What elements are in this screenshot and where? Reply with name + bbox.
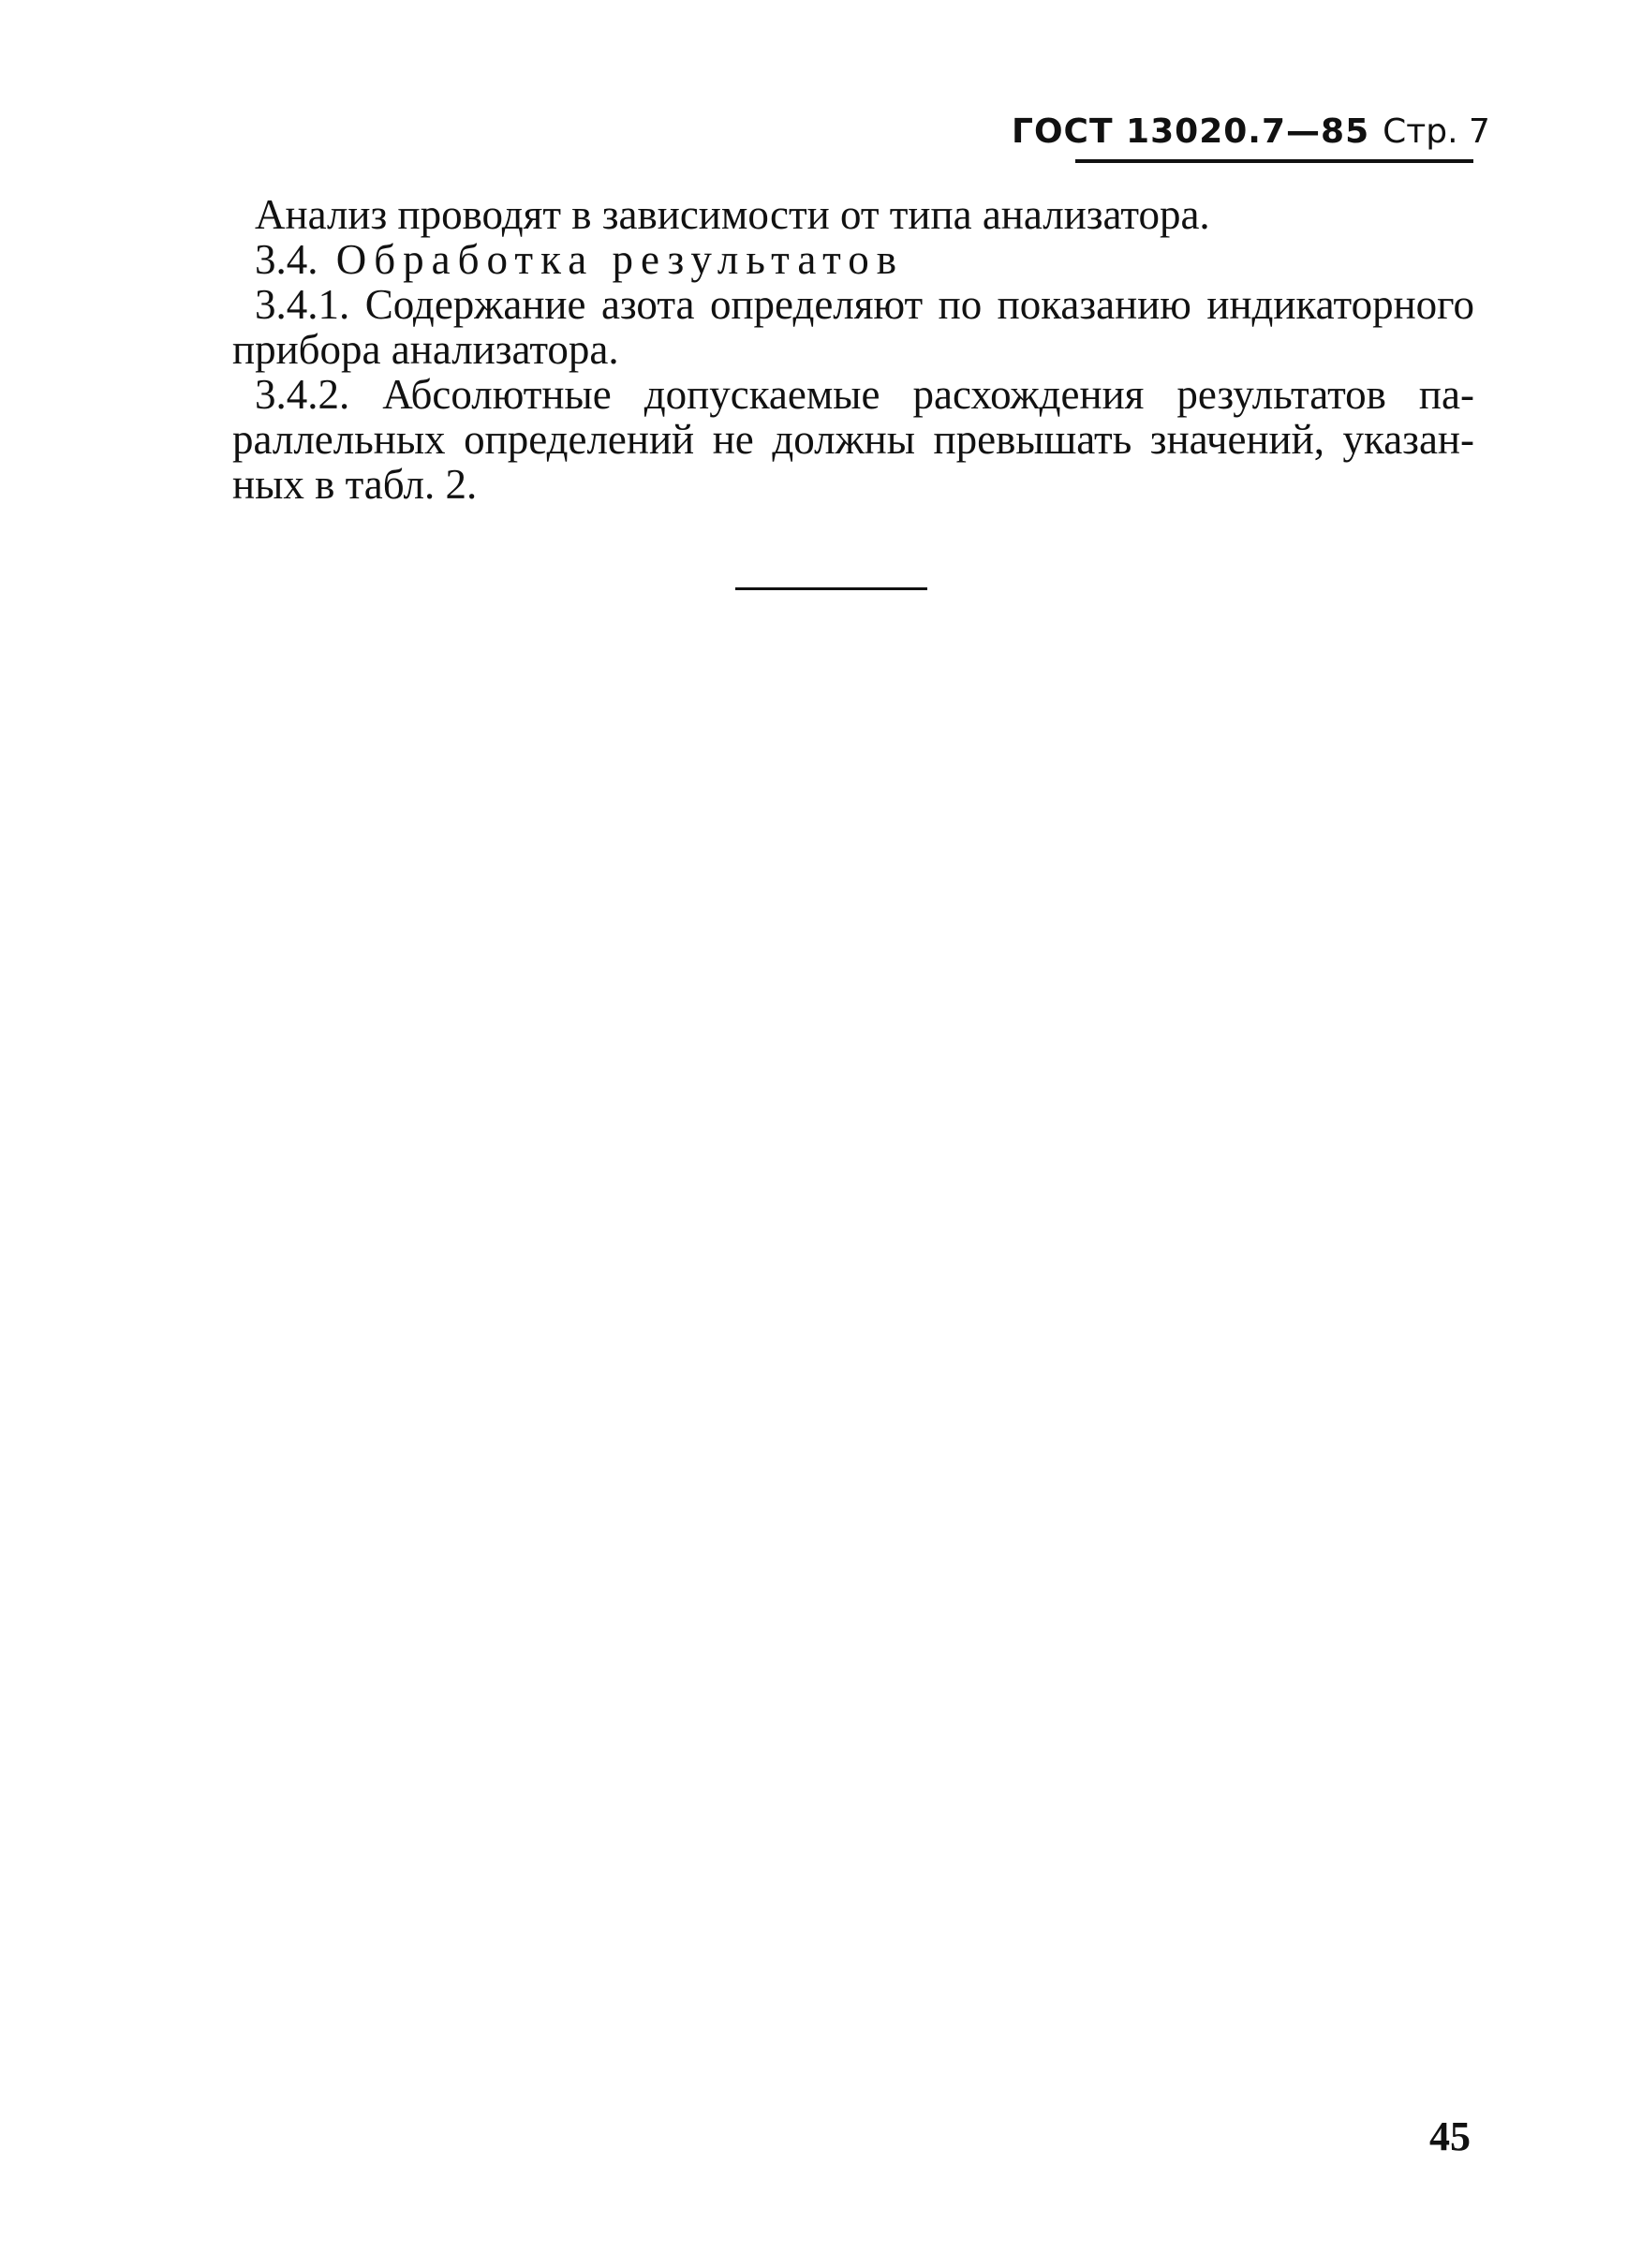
running-header bbox=[1012, 112, 1490, 151]
paragraph-3-4-2: 3.4.2. Абсолютные допускаемые расхождения результатов параллельных определений не должны превышать значений, указанных в табл. 2. bbox=[232, 371, 1474, 508]
paragraph-analysis: Анализ проводят в зависимости от типа анализатора. bbox=[255, 191, 1210, 238]
header-rule bbox=[1075, 159, 1473, 163]
page-label: Стр. 7 bbox=[1383, 112, 1490, 151]
end-rule bbox=[735, 587, 927, 590]
section-number: 3.4. bbox=[255, 236, 318, 283]
section-heading bbox=[232, 237, 1474, 282]
body-text bbox=[232, 192, 1474, 507]
standard-designation: ГОСТ 13020.7—85 bbox=[1012, 112, 1370, 151]
paragraph-3-4-1: 3.4.1. Содержание азота определяют по показанию индикаторного прибора анализатора. bbox=[232, 281, 1474, 373]
page-number: 45 bbox=[1429, 2113, 1471, 2159]
section-title: Обработка результатов bbox=[335, 236, 904, 283]
